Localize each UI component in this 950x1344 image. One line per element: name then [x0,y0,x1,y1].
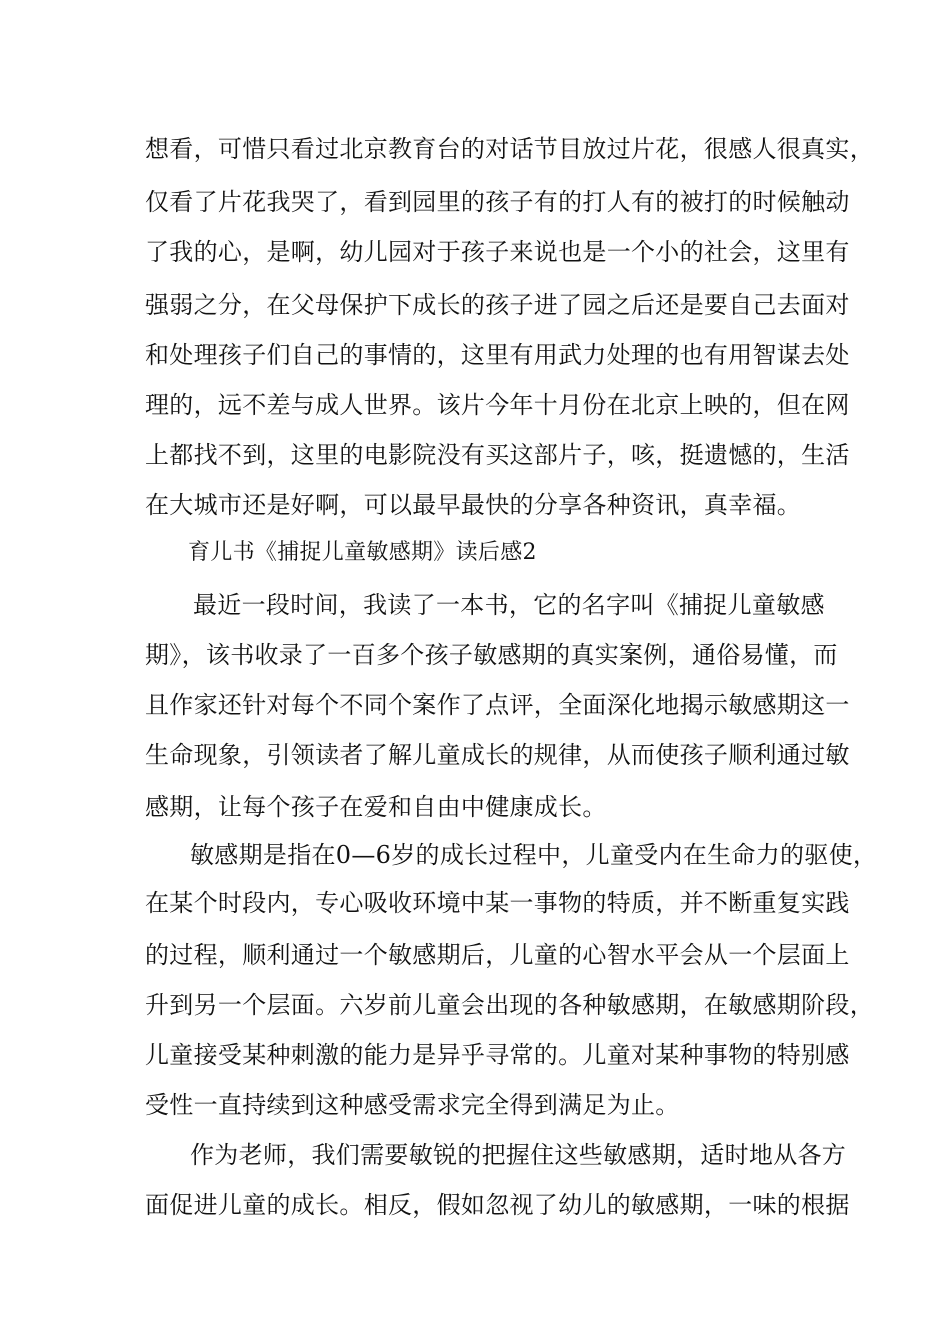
text-line: 仅看了片花我哭了，看到园里的孩子有的打人有的被打的时候触动 [145,188,850,216]
text-line: 了我的心，是啊，幼儿园对于孩子来说也是一个小的社会，这里有 [145,238,850,266]
text-line: 面促进儿童的成长。相反，假如忽视了幼儿的敏感期，一味的根据 [145,1191,850,1219]
text-line: 作为老师，我们需要敏锐的把握住这些敏感期，适时地从各方 [190,1141,847,1169]
text-line: 理的，远不差与成人世界。该片今年十月份在北京上映的，但在网 [145,391,850,419]
text-line: 升到另一个层面。六岁前儿童会出现的各种敏感期，在敏感期阶段， [145,991,874,1019]
text-line: 的过程，顺利通过一个敏感期后，儿童的心智水平会从一个层面上 [145,941,850,969]
text-line: 上都找不到，这里的电影院没有买这部片子，咳，挺遗憾的，生活 [145,441,850,469]
text-line: 受性一直持续到这种感受需求完全得到满足为止。 [145,1091,680,1119]
text-line: 和处理孩子们自己的事情的，这里有用武力处理的也有用智谋去处 [145,341,850,369]
text-line: 感期，让每个孩子在爱和自由中健康成长。 [145,793,607,821]
text-line: 在某个时段内，专心吸收环境中某一事物的特质，并不断重复实践 [145,889,850,917]
text-line: 生命现象，引领读者了解儿童成长的规律，从而使孩子顺利通过敏 [145,741,850,769]
text-line: 在大城市还是好啊，可以最早最快的分享各种资讯，真幸福。 [145,491,802,519]
section-heading: 育儿书《捕捉儿童敏感期》读后感2 [188,540,537,565]
text-line: 且作家还针对每个不同个案作了点评，全面深化地揭示敏感期这一 [145,691,850,719]
text-line: 敏感期是指在0—6岁的成长过程中，儿童受内在生命力的驱使， [190,841,878,869]
text-line: 想看，可惜只看过北京教育台的对话节目放过片花，很感人很真实， [145,135,874,163]
text-line: 强弱之分，在父母保护下成长的孩子进了园之后还是要自己去面对 [145,291,850,319]
text-line: 儿童接受某种刺激的能力是异乎寻常的。儿童对某种事物的特别感 [145,1041,850,1069]
text-line: 期》，该书收录了一百多个孩子敏感期的真实案例，通俗易懂，而 [145,641,838,669]
text-line: 最近一段时间，我读了一本书，它的名字叫《捕捉儿童敏感 [193,591,825,619]
